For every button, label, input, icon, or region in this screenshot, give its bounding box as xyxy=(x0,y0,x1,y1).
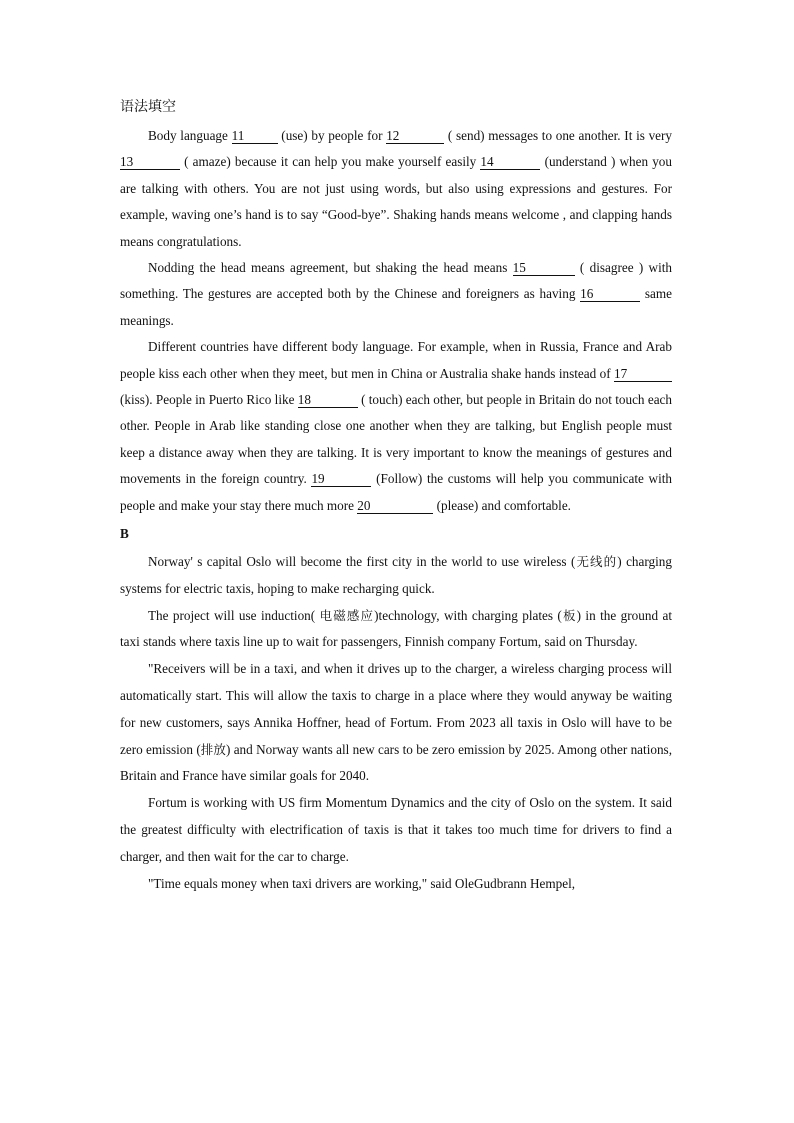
text-span: same meanings. xyxy=(120,286,672,328)
text-span: ( disagree ) with something. The gestures are accepted both by the Chinese and foreigners as having xyxy=(120,260,672,302)
paragraph-countries xyxy=(120,334,672,519)
text-span: "Receivers will be in a taxi, and when it drives up to the charger, a wireless charging process will automatically start. This will allow the taxis to charge in a place where they would anyway be waiting for new customers, says Annika Hoffner, head of Fortum. From 2023 all taxis in Oslo will have to be zero emission ( xyxy=(120,661,672,757)
passage-b xyxy=(120,549,672,897)
text-span: ) in the ground at taxi stands where taxis line up to wait for passengers, Finnish company Fortum, said on Thursday. xyxy=(120,607,672,650)
text-span: )technology, with charging plates ( xyxy=(374,607,562,623)
text-span: ) and Norway wants all new cars to be zero emission by 2025. Among other nations, Britain and France have similar goals for 2040. xyxy=(120,741,672,784)
section-title: 语法填空 xyxy=(120,99,176,115)
chinese-gloss: 板 xyxy=(561,607,577,623)
text-span: (understand ) when you are talking with others. You are not just using words, but also using expressions and gestures. For example, waving one’s hand is to say “Good-bye”. Shaking hands means welcome , and clapping hands means congratulations. xyxy=(120,154,672,249)
chinese-gloss: 电磁感应 xyxy=(319,607,375,623)
text-span: Different countries have different body language. For example, when in Russia, France and Arab people kiss each other when they meet, but men in China or Australia shake hands instead of xyxy=(120,339,672,381)
blank-16: 16 xyxy=(580,287,640,302)
blank-15: 15 xyxy=(513,261,575,276)
paragraph-fortum: Fortum is working with US firm Momentum Dynamics and the city of Oslo on the system. It said the greatest difficulty with electrification of taxis is that it takes too much time for drivers to find a charger, and then wait for the car to charge. xyxy=(120,795,672,864)
blank-20: 20 xyxy=(357,499,433,514)
blank-18: 18 xyxy=(298,393,358,408)
text-span: Nodding the head means agreement, but shaking the head means xyxy=(148,260,513,276)
text-span: Body language xyxy=(148,128,232,143)
paragraph-receivers xyxy=(120,656,672,790)
text-span: (Follow) the customs will help you communicate with people and make your stay there much more xyxy=(120,471,672,513)
chinese-gloss: 排放 xyxy=(200,741,226,757)
paragraph-oslo xyxy=(120,549,672,603)
paragraph-nodding xyxy=(120,255,672,334)
text-span: Norway' s capital Oslo will become the first city in the world to use wireless ( xyxy=(148,554,576,570)
blank-13: 13 xyxy=(120,155,180,170)
text-span: The project will use induction( xyxy=(148,607,320,623)
blank-14: 14 xyxy=(480,155,540,170)
blank-11: 11 xyxy=(232,129,278,144)
text-span: ) charging systems for electric taxis, hoping to make recharging quick. xyxy=(120,554,672,596)
blank-12: 12 xyxy=(386,129,444,144)
chinese-gloss: 无线的 xyxy=(575,554,618,570)
section-b-heading: B xyxy=(120,526,129,542)
text-span: (use) by people for xyxy=(277,128,387,143)
paragraph-project xyxy=(120,603,672,657)
paragraph-body-language xyxy=(120,123,672,255)
blank-17: 17 xyxy=(614,367,672,382)
paragraph-time: "Time equals money when taxi drivers are working," said OleGudbrann Hempel, xyxy=(148,875,576,891)
text-span: ( send) messages to one another. It is very xyxy=(444,128,672,143)
blank-19: 19 xyxy=(311,472,371,487)
text-span: (please) and comfortable. xyxy=(433,497,571,513)
text-span: ( touch) each other, but people in Britain do not touch each other. People in Arab like standing close one another when they are talking, but English people must keep a distance away when they are talking. It is very important to know the meanings of gestures and movements in the foreign country. xyxy=(120,392,672,487)
text-span: (kiss). People in Puerto Rico like xyxy=(120,392,298,408)
text-span: ( amaze) because it can help you make yourself easily xyxy=(180,154,481,170)
